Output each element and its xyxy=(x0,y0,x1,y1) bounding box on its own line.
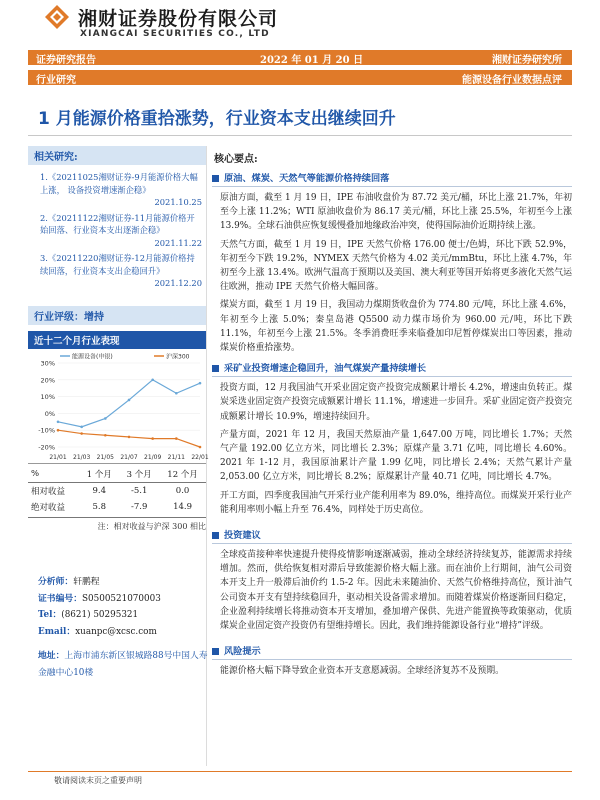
x-tick-label: 21/11 xyxy=(167,453,185,461)
y-tick-label: -10% xyxy=(38,426,55,435)
series-point xyxy=(199,381,202,384)
section-heading-text: 风险提示 xyxy=(224,646,261,658)
analyst-name-label: 分析师： xyxy=(38,577,74,587)
analyst-cert-label: 证书编号： xyxy=(38,593,82,604)
series-point xyxy=(80,432,83,435)
x-tick-label: 21/07 xyxy=(120,453,138,461)
analyst-name-row xyxy=(38,574,208,591)
section-heading xyxy=(212,360,572,377)
table-header-cell: 1 个月 xyxy=(79,466,119,483)
performance-chart-svg xyxy=(28,349,209,463)
x-tick-label: 21/05 xyxy=(96,453,114,461)
table-cell: 14.9 xyxy=(173,501,193,512)
report-subcategory: 能源设备行业数据点评 xyxy=(462,75,562,86)
analyst-addr-label: 地址： xyxy=(38,651,65,661)
key-points-heading: 核心要点: xyxy=(214,154,258,165)
x-tick-label: 21/01 xyxy=(49,453,67,461)
table-header-cell: 12 个月 xyxy=(159,466,206,483)
series-line xyxy=(58,430,200,447)
y-tick-label: 30% xyxy=(40,359,55,367)
legend-label: 能源设备(申银) xyxy=(72,353,113,360)
paragraph: 投资方面，12 月我国油气开采业固定资产投资完成额累计增长 4.2%，增速由负转正。煤炭采选业固定资产投资完成额累计增长 11.1%，增速进一步回升。采矿业固定资产投资完成额累计增长 10.9%，增速持续回升。 xyxy=(220,383,572,422)
main-content xyxy=(212,150,572,678)
series-point xyxy=(80,425,83,428)
section-bullet-icon xyxy=(212,175,219,182)
title-divider xyxy=(28,135,572,136)
chart-heading: 近十二个月行业表现 xyxy=(28,331,206,349)
related-item-text: 2.《20211122湘财证券-11月能源价格开始回落、行业资本支出逐渐企稳》 xyxy=(40,212,195,235)
section-heading-text: 投资建议 xyxy=(224,530,261,542)
y-tick-label: 0% xyxy=(44,409,55,418)
report-category: 行业研究 xyxy=(36,75,76,86)
section-heading-text: 采矿业投资增速企稳回升，油气煤炭产量持续增长 xyxy=(224,363,427,375)
table-header-cell: 3 个月 xyxy=(119,466,159,483)
table-cell: 9.4 xyxy=(92,485,107,496)
paragraph: 开工方面，四季度我国油气开采行业产能利用率为 89.0%，维持高位。而煤炭开采行业产能利用率则小幅上升至 76.4%，同样处于历史高位。 xyxy=(220,490,572,515)
company-name-en: XIANGCAI SECURITIES CO., LTD xyxy=(80,29,270,39)
analyst-email-row xyxy=(38,624,208,641)
series-point xyxy=(175,391,178,394)
series-point xyxy=(57,428,60,431)
analyst-tel-row xyxy=(38,607,208,624)
related-item[interactable] xyxy=(40,212,202,250)
analyst-name: 轩鹏程 xyxy=(73,577,100,587)
x-tick-label: 21/09 xyxy=(144,453,162,461)
related-item-date: 2021.10.25 xyxy=(154,197,202,207)
table-row-label: 相对收益 xyxy=(31,486,66,497)
series-point xyxy=(151,378,154,381)
industry-rating: 行业评级：增持 xyxy=(28,306,206,325)
section-heading xyxy=(212,527,572,544)
table-cell: 5.8 xyxy=(92,501,107,512)
analyst-tel: (8621) 50295321 xyxy=(61,610,139,620)
table-cell: -7.9 xyxy=(130,501,148,512)
y-tick-label: -20% xyxy=(38,443,55,451)
footer-line xyxy=(28,771,572,772)
table-header-row xyxy=(28,466,206,483)
related-item[interactable] xyxy=(40,171,202,209)
paragraph: 天然气方面，截至 1 月 19 日，IPE 天然气价格 176.00 便士/色姆，环比下跌 52.9%，年初至今下跌 19.2%，NYMEX 天然气价格为 4.02 美元/mmBtu，环比上涨 4.7%，年初至今上涨 13.4%。欧洲气温高于预期以及美国、澳大利亚等国开始将更多液化天然气运往欧洲，推动 IPE 天然气价格大幅回落。 xyxy=(220,239,572,293)
institute-name: 湘财证券研究所 xyxy=(492,55,562,66)
report-date: 2022 年 01 月 20 日 xyxy=(260,55,364,66)
paragraph: 原油方面，截至 1 月 19 日，IPE 布油收盘价为 87.72 美元/桶，环比上涨 21.7%，年初至今上涨 11.2%；WTI 原油收盘价为 86.17 美元/桶，环比上涨 25.5%，年初至今上涨 13.9%。全球石油供应恢复缓慢叠加地缘政治冲突，使得国际油价近期持续上涨。 xyxy=(220,193,572,232)
header-band-bottom xyxy=(28,70,572,85)
table-cell: -5.1 xyxy=(130,485,148,496)
table-cell: 0.0 xyxy=(175,485,190,496)
legend-label: 沪深300 xyxy=(166,353,190,360)
table-header-cell: % xyxy=(28,466,79,483)
related-item-text: 3.《20211220湘财证券-12月能源价格持续回落，行业资本支出企稳回升》 xyxy=(40,253,195,276)
footer-disclaimer[interactable]: 敬请阅读末页之重要声明 xyxy=(54,776,142,785)
x-tick-label: 22/01 xyxy=(191,453,209,461)
y-tick-label: 10% xyxy=(40,392,55,401)
analyst-email-label: Email： xyxy=(38,626,76,637)
section-bullet-icon xyxy=(212,648,219,655)
sidebar xyxy=(28,146,209,532)
table-note: 注：相对收益与沪深 300 相比 xyxy=(28,517,206,532)
paragraph: 煤炭方面，截至 1 月 19 日，我国动力煤期货收盘价为 774.80 元/吨，环比上涨 4.6%，年初至今上涨 5.0%；秦皇岛港 Q5500 动力煤市场价为 960.00 元/吨，环比下跌 11.1%，年初至今上涨 21.5%。冬季消费旺季来临叠加印尼暂停煤炭出口等因素，推动煤炭价格重拾涨势。 xyxy=(220,300,572,354)
performance-table xyxy=(28,466,206,515)
report-type: 证券研究报告 xyxy=(36,55,96,66)
table-row xyxy=(28,499,206,515)
table-row xyxy=(28,482,206,499)
xiangcai-logo-icon xyxy=(44,4,70,30)
paragraph: 能源价格大幅下降导致企业资本开支意愿减弱。全球经济复苏不及预期。 xyxy=(220,666,504,677)
paragraph: 产量方面，2021 年 12 月，我国天然原油产量 1,647.00 万吨，同比增长 1.7%；天然气产量 192.00 亿立方米，同比增长 2.3%；原煤产量 3.71 亿吨，同比增长 4.60%。2021 年 1-12 月，我国原油累计产量 1.99 亿吨，同比增长 2.4%；天然气累计产量 2,053.00 亿立方米，同比增长 8.2%；原煤累计产量 40.71 亿吨，同比增长 4.7%。 xyxy=(220,429,572,483)
series-point xyxy=(151,437,154,440)
analyst-cert: S0500521070003 xyxy=(82,593,161,604)
company-name-cn: 湘财证券股份有限公司 xyxy=(78,8,279,30)
related-item-text: 1.《20211025湘财证券-9月能源价格大幅上涨， 设备投资增速渐企稳》 xyxy=(40,172,198,195)
related-item-date: 2021.11.22 xyxy=(154,237,202,248)
related-item-date: 2021.12.20 xyxy=(154,278,202,288)
analyst-cert-row xyxy=(38,591,208,608)
analyst-info xyxy=(38,574,208,681)
series-point xyxy=(57,420,60,423)
paragraph: 全球疫苗接种率快速提升使得疫情影响逐渐减弱，推动全球经济持续复苏，能源需求持续增加。然而，供给恢复相对滞后导致能源价格大幅上涨。而在油价上行期间，油气公司资本开支上升一般滞后油价约 1.5-2 年。因此未来随油价、天然气价格维持高位，预计油气公司资本开支有望持续稳回升，驱动相关设备需求增加。而随着煤炭价格逐渐回归稳定，企业盈利持续增长将推动资本开支增加，叠加增产保供、先进产能置换等政策驱动，优质煤炭企业固定资产投资仍有望维持增长。因此，我们维持能源设备行业“增持”评级。 xyxy=(220,550,572,632)
page-title: 1 月能源价格重拾涨势，行业资本支出继续回升 xyxy=(38,109,396,129)
table-row-label: 绝对收益 xyxy=(31,502,66,513)
section-bullet-icon xyxy=(212,365,219,372)
header-band-top xyxy=(28,50,572,65)
x-tick-label: 21/03 xyxy=(73,453,91,461)
analyst-email[interactable]: xuanpc@xcsc.com xyxy=(75,626,157,637)
series-point xyxy=(175,437,178,440)
analyst-addr-row xyxy=(38,648,208,681)
analyst-address: 上海市浦东新区银城路88号中国人寿金融中心10楼 xyxy=(38,651,208,678)
series-point xyxy=(128,435,131,438)
series-point xyxy=(104,417,107,420)
y-tick-label: 20% xyxy=(40,375,55,384)
section-heading xyxy=(212,170,572,187)
series-line xyxy=(58,379,200,426)
section-bullet-icon xyxy=(212,532,219,539)
series-point xyxy=(128,398,131,401)
related-list xyxy=(28,171,206,290)
series-point xyxy=(199,445,202,448)
section-heading-text: 原油、煤炭、天然气等能源价格持续回落 xyxy=(224,173,390,184)
related-heading: 相关研究: xyxy=(28,146,206,165)
performance-chart xyxy=(28,349,209,464)
section-heading xyxy=(212,643,572,660)
analyst-tel-label: Tel： xyxy=(38,610,62,620)
series-point xyxy=(104,433,107,436)
related-item[interactable] xyxy=(40,252,202,290)
